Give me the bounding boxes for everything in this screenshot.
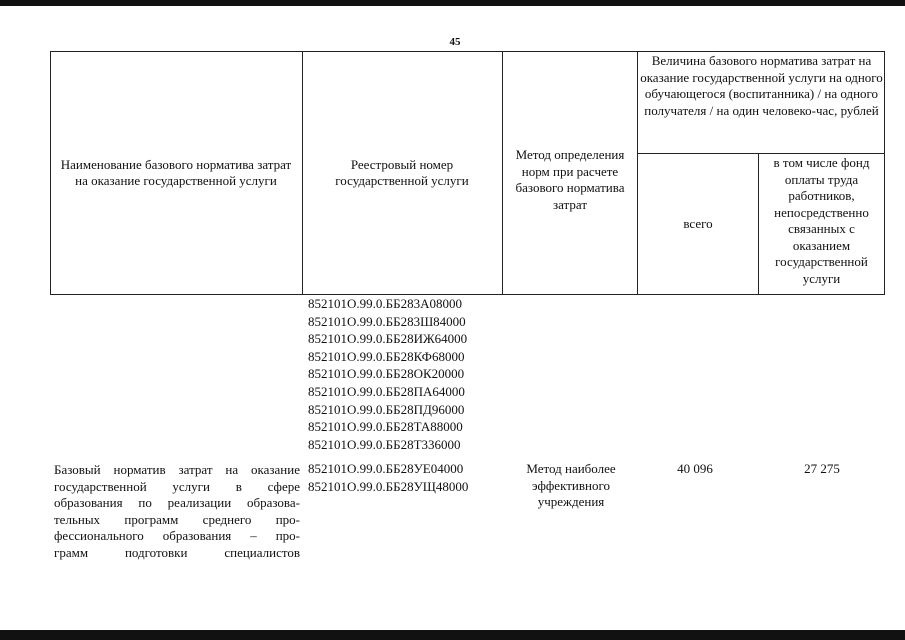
header-col-value-group bbox=[640, 53, 883, 119]
registry-code: 852101О.99.0.ББ28УЩ48000 bbox=[308, 478, 469, 494]
header-col-registry bbox=[306, 52, 498, 294]
col-divider-3 bbox=[637, 51, 638, 295]
header-col-total-text: всего bbox=[683, 215, 713, 231]
registry-code: 852101О.99.0.ББ283А08000 bbox=[308, 296, 462, 311]
row-service-name bbox=[54, 462, 300, 561]
registry-code: 852101О.99.0.ББ28Т336000 bbox=[308, 436, 461, 452]
row-name-line: тельных программ среднего про- bbox=[54, 511, 300, 527]
header-col-value-group-text: Величина базового норматива затрат на оказание государственной услуги на одного обучающегося (воспитанника) / на одного получателя / на один человеко-час, рублей bbox=[640, 53, 883, 118]
registry-code: 852101О.99.0.ББ28ИЖ64000 bbox=[308, 331, 468, 347]
header-col-method-text: Метод определения норм при расчете базового норматива затрат bbox=[515, 147, 625, 212]
registry-code: 852101О.99.0.ББ28УЕ04000 bbox=[308, 461, 464, 476]
col-divider-1 bbox=[302, 51, 303, 295]
scan-top-border bbox=[0, 0, 905, 6]
registry-code: 852101О.99.0.ББ28КФ68000 bbox=[308, 348, 465, 364]
row-method-text: Метод наиболее эффективного учреждения bbox=[526, 461, 616, 509]
registry-code: 852101О.99.0.ББ28ТА88000 bbox=[308, 419, 463, 435]
row-total-value: 40 096 bbox=[677, 461, 713, 476]
row-wage-fund-value: 27 275 bbox=[804, 461, 840, 476]
header-col-name-text: Наименование базового норматива затрат на оказание государственной услуги bbox=[60, 156, 292, 188]
row-name-line: Базовый норматив затрат на оказание bbox=[54, 462, 300, 477]
page-number: 45 bbox=[449, 36, 461, 48]
col-divider-2 bbox=[502, 51, 503, 295]
table-right-border bbox=[884, 51, 885, 295]
row-name-line: образования по реализации образова- bbox=[54, 495, 300, 510]
continued-codes-list bbox=[308, 295, 467, 453]
scan-bottom-border bbox=[0, 630, 905, 640]
row-name-line: государственной услуги в сфере bbox=[54, 478, 300, 494]
header-bottom-border bbox=[50, 294, 885, 295]
header-col-method bbox=[505, 120, 635, 240]
row-name-line: фессионального образования – про- bbox=[54, 528, 300, 543]
registry-code: 852101О.99.0.ББ28ПА64000 bbox=[308, 383, 465, 399]
registry-code: 852101О.99.0.ББ283Ш84000 bbox=[308, 313, 466, 329]
row-name-line: грамм подготовки специалистов bbox=[54, 544, 300, 560]
registry-code: 852101О.99.0.ББ28ОК20000 bbox=[308, 366, 465, 382]
header-col-registry-text: Реестровый номер государственной услуги bbox=[335, 156, 469, 188]
header-col-wage-fund bbox=[761, 155, 882, 287]
table-left-border bbox=[50, 51, 51, 295]
header-col-wage-fund-text: в том числе фонд оплаты труда работников, непосредственно связанных с оказанием государственной услуги bbox=[773, 155, 870, 286]
row-method bbox=[510, 461, 632, 511]
registry-code: 852101О.99.0.ББ28ПД96000 bbox=[308, 401, 465, 417]
row-registry-codes bbox=[308, 460, 468, 495]
header-col-name bbox=[54, 52, 298, 294]
col-divider-4 bbox=[758, 153, 759, 295]
header-col-total bbox=[640, 154, 756, 294]
